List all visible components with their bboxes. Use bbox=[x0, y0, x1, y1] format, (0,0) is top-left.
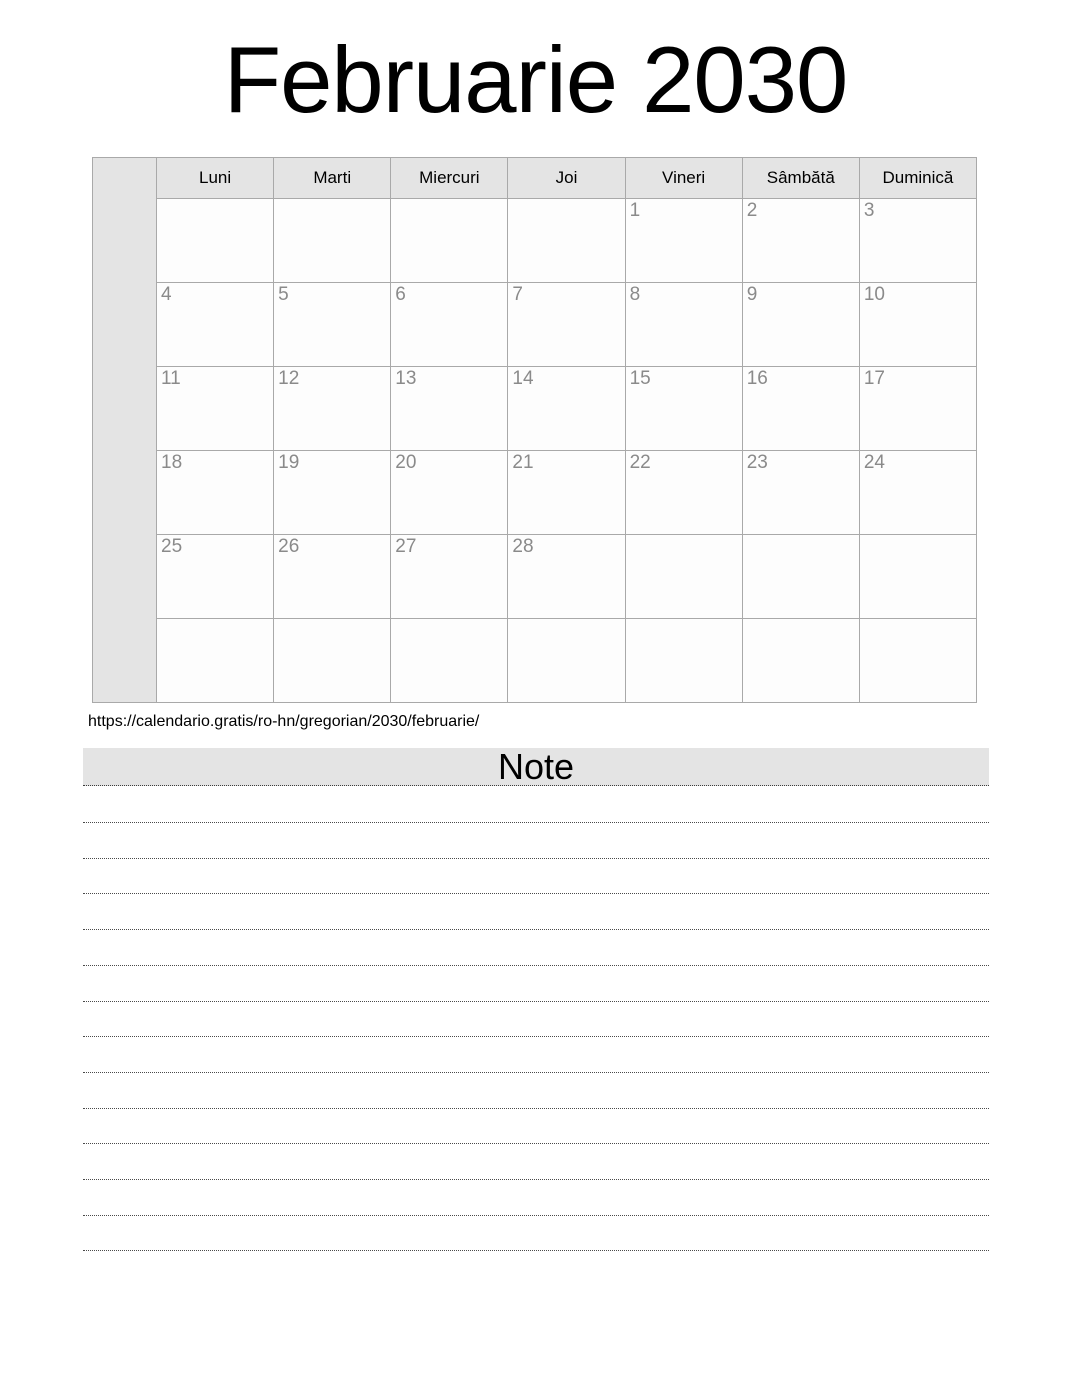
week-row bbox=[93, 367, 977, 451]
day-cell: 19 bbox=[274, 451, 391, 535]
day-cell: 4 bbox=[157, 283, 274, 367]
day-cell: 2 bbox=[742, 199, 859, 283]
weekday-header: Marti bbox=[274, 158, 391, 199]
note-line bbox=[83, 965, 989, 966]
note-line bbox=[83, 1001, 989, 1002]
note-line bbox=[83, 1036, 989, 1037]
week-row bbox=[93, 451, 977, 535]
day-cell bbox=[625, 535, 742, 619]
day-cell: 22 bbox=[625, 451, 742, 535]
day-cell bbox=[391, 199, 508, 283]
calendar-table bbox=[92, 157, 977, 703]
day-cell: 10 bbox=[859, 283, 976, 367]
weekday-header: Joi bbox=[508, 158, 625, 199]
day-cell bbox=[508, 619, 625, 703]
week-row bbox=[93, 199, 977, 283]
day-cell bbox=[508, 199, 625, 283]
day-cell: 28 bbox=[508, 535, 625, 619]
page-title: Februarie 2030 bbox=[223, 27, 848, 132]
note-line bbox=[83, 1215, 989, 1216]
day-cell: 12 bbox=[274, 367, 391, 451]
day-cell: 14 bbox=[508, 367, 625, 451]
day-cell: 21 bbox=[508, 451, 625, 535]
day-cell: 18 bbox=[157, 451, 274, 535]
source-url-link[interactable]: https://calendario.gratis/ro-hn/gregorian/2030/februarie/ bbox=[88, 713, 480, 730]
day-cell bbox=[859, 619, 976, 703]
day-cell: 7 bbox=[508, 283, 625, 367]
note-line bbox=[83, 1250, 989, 1251]
weekday-header: Sâmbătă bbox=[742, 158, 859, 199]
week-row bbox=[93, 535, 977, 619]
weekday-header: Luni bbox=[157, 158, 274, 199]
day-cell bbox=[157, 619, 274, 703]
day-cell: 13 bbox=[391, 367, 508, 451]
weekday-header: Vineri bbox=[625, 158, 742, 199]
note-line bbox=[83, 929, 989, 930]
day-cell: 5 bbox=[274, 283, 391, 367]
day-cell: 15 bbox=[625, 367, 742, 451]
day-cell bbox=[742, 619, 859, 703]
notes-title: Note bbox=[497, 746, 575, 787]
day-cell: 23 bbox=[742, 451, 859, 535]
day-cell bbox=[157, 199, 274, 283]
note-line bbox=[83, 1143, 989, 1144]
day-cell: 26 bbox=[274, 535, 391, 619]
day-cell bbox=[274, 619, 391, 703]
calendar-body bbox=[93, 158, 977, 703]
notes-header-bar bbox=[83, 748, 989, 786]
day-cell bbox=[391, 619, 508, 703]
note-line bbox=[83, 893, 989, 894]
day-cell: 8 bbox=[625, 283, 742, 367]
note-line bbox=[83, 822, 989, 823]
day-cell: 11 bbox=[157, 367, 274, 451]
day-cell: 27 bbox=[391, 535, 508, 619]
day-cell: 6 bbox=[391, 283, 508, 367]
day-cell: 16 bbox=[742, 367, 859, 451]
weekday-header: Miercuri bbox=[391, 158, 508, 199]
day-cell bbox=[274, 199, 391, 283]
note-line bbox=[83, 858, 989, 859]
day-cell bbox=[625, 619, 742, 703]
day-cell: 3 bbox=[859, 199, 976, 283]
day-cell: 25 bbox=[157, 535, 274, 619]
note-line bbox=[83, 1179, 989, 1180]
day-cell: 24 bbox=[859, 451, 976, 535]
weekday-header-row bbox=[93, 158, 977, 199]
day-cell bbox=[859, 535, 976, 619]
day-cell: 20 bbox=[391, 451, 508, 535]
day-cell: 17 bbox=[859, 367, 976, 451]
calendar-side-column bbox=[93, 158, 157, 703]
day-cell: 9 bbox=[742, 283, 859, 367]
day-cell: 1 bbox=[625, 199, 742, 283]
week-row bbox=[93, 619, 977, 703]
week-row bbox=[93, 283, 977, 367]
weekday-header: Duminică bbox=[859, 158, 976, 199]
day-cell bbox=[742, 535, 859, 619]
note-line bbox=[83, 1108, 989, 1109]
note-line bbox=[83, 1072, 989, 1073]
